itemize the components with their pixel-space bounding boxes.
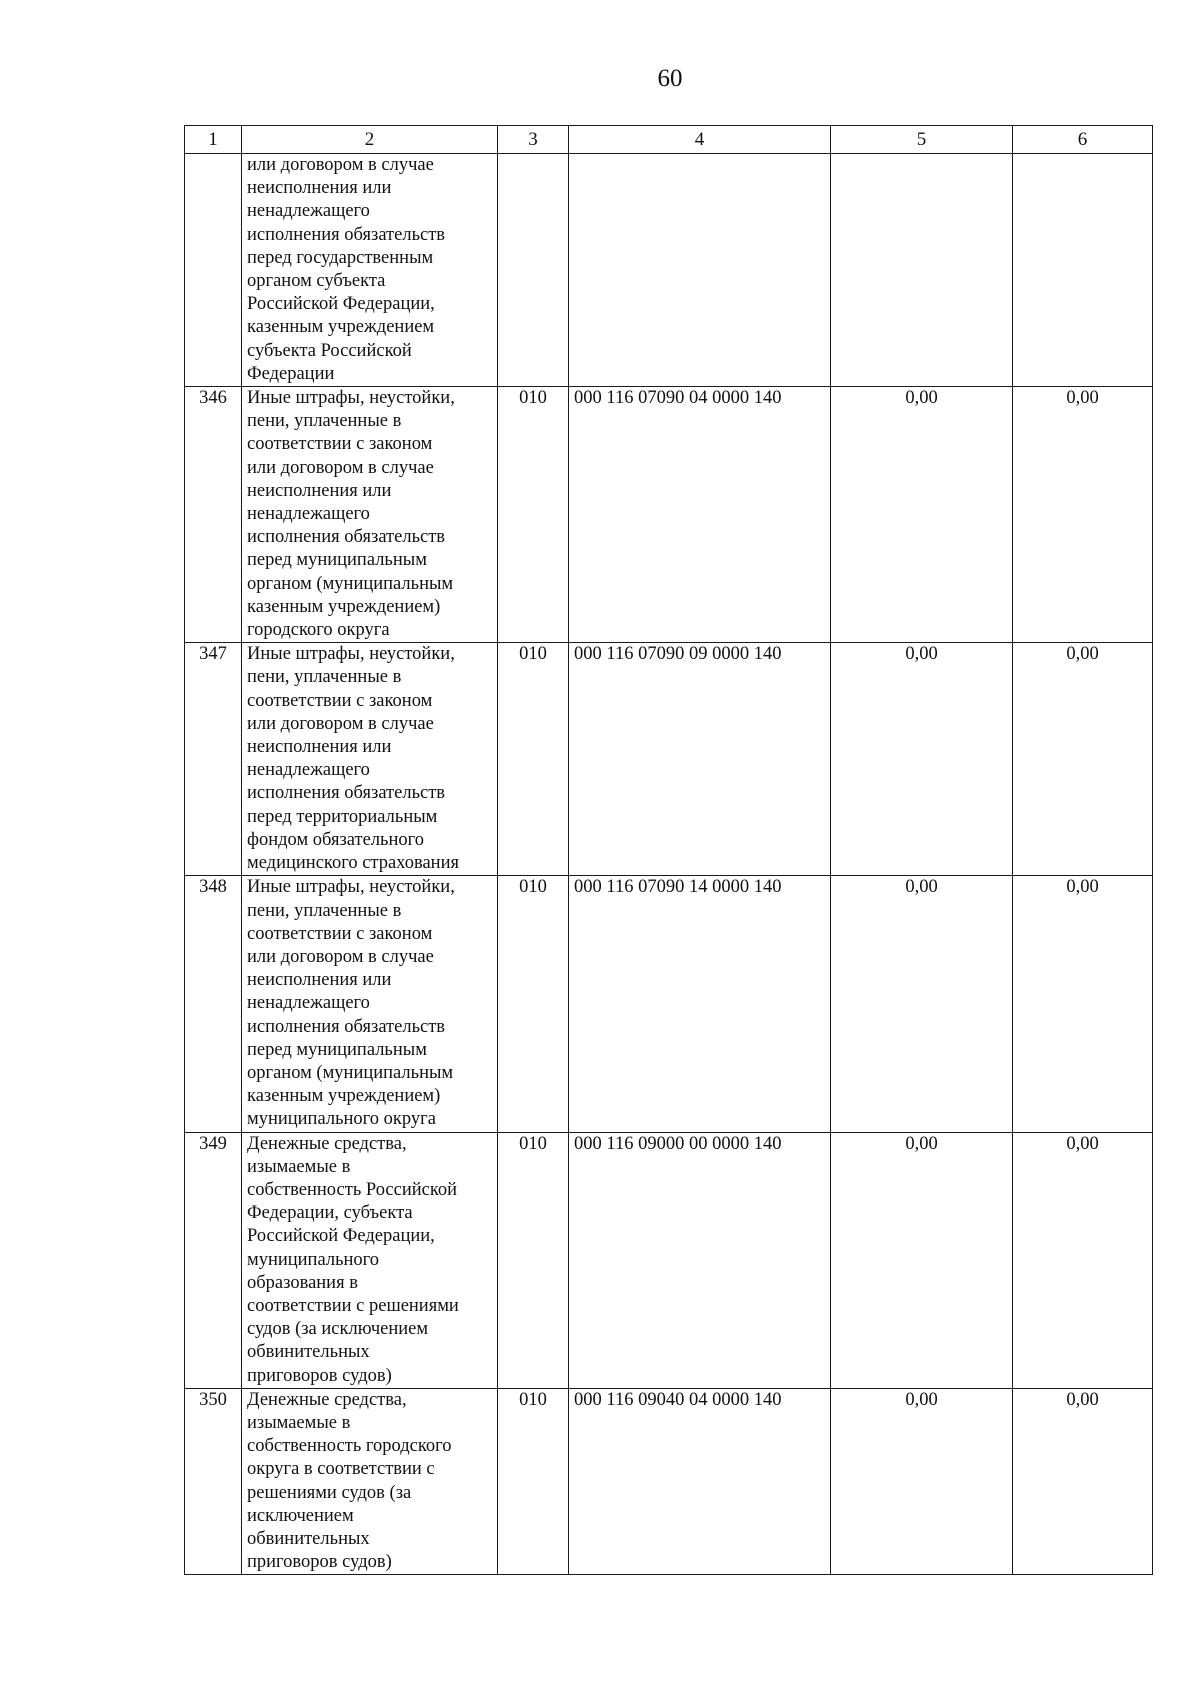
description-line: перед территориальным xyxy=(247,806,438,827)
row-code-cell: 010 xyxy=(498,643,569,876)
row-col6-cell: 0,00 xyxy=(1013,643,1153,876)
table-row xyxy=(185,643,1153,876)
row-col6-cell: 0,00 xyxy=(1013,1132,1153,1388)
description-line: городского округа xyxy=(247,620,390,641)
description-line: собственность городского xyxy=(247,1436,452,1457)
row-code-cell: 010 xyxy=(498,1388,569,1575)
description-line: соответствии с законом xyxy=(247,690,433,711)
description-line: фондом обязательного xyxy=(247,829,425,850)
description-line: Иные штрафы, неустойки, xyxy=(247,644,455,665)
description-line: Российской Федерации, xyxy=(247,294,435,315)
description-line: перед государственным xyxy=(247,247,434,268)
page-number: 60 xyxy=(657,65,683,92)
description-line: Российской Федерации, xyxy=(247,1226,435,1247)
description-line: пени, уплаченные в xyxy=(247,900,402,921)
row-col6-cell xyxy=(1013,154,1153,387)
description-line: приговоров судов) xyxy=(247,1552,392,1573)
description-line: муниципального xyxy=(247,1249,380,1270)
description-line: медицинского страхования xyxy=(247,853,459,874)
table-row xyxy=(185,1132,1153,1388)
description-line: исполнения обязательств xyxy=(247,224,446,245)
table-body xyxy=(185,154,1153,1575)
column-header-5: 5 xyxy=(831,126,1013,154)
description-line: соответствии с законом xyxy=(247,434,433,455)
description-line: Денежные средства, xyxy=(247,1133,407,1154)
description-line: органом субъекта xyxy=(247,271,386,292)
table-row xyxy=(185,876,1153,1132)
description-line: исполнения обязательств xyxy=(247,1016,446,1037)
description-line: Иные штрафы, неустойки, xyxy=(247,388,455,409)
description-line: Федерации, субъекта xyxy=(247,1203,413,1224)
description-line: ненадлежащего xyxy=(247,760,370,781)
description-line: неисполнения или xyxy=(247,480,392,501)
description-line: Федерации xyxy=(247,363,335,384)
row-col5-cell: 0,00 xyxy=(831,387,1013,643)
description-line: неисполнения или xyxy=(247,737,392,758)
row-kbk-cell: 000 116 07090 04 0000 140 xyxy=(569,387,831,643)
row-kbk-cell: 000 116 09040 04 0000 140 xyxy=(569,1388,831,1575)
description-line: пени, уплаченные в xyxy=(247,667,402,688)
row-description-cell xyxy=(242,1388,498,1575)
column-header-6: 6 xyxy=(1013,126,1153,154)
description-line: казенным учреждением xyxy=(247,317,435,338)
description-line: изымаемые в xyxy=(247,1412,351,1433)
description-line: обвинительных xyxy=(247,1342,370,1363)
description-line: решениями судов (за xyxy=(247,1482,412,1503)
description-line: пени, уплаченные в xyxy=(247,411,402,432)
row-col5-cell: 0,00 xyxy=(831,1132,1013,1388)
row-kbk-cell: 000 116 07090 14 0000 140 xyxy=(569,876,831,1132)
row-code-cell xyxy=(498,154,569,387)
description-line: изымаемые в xyxy=(247,1156,351,1177)
description-line: ненадлежащего xyxy=(247,201,370,222)
description-line: соответствии с законом xyxy=(247,923,433,944)
row-description-cell xyxy=(242,643,498,876)
description-line: перед муниципальным xyxy=(247,550,427,571)
description-line: Иные штрафы, неустойки, xyxy=(247,877,455,898)
column-header-4: 4 xyxy=(569,126,831,154)
row-col6-cell: 0,00 xyxy=(1013,387,1153,643)
description-line: или договором в случае xyxy=(247,713,434,734)
description-line: неисполнения или xyxy=(247,178,392,199)
description-line: или договором в случае xyxy=(247,457,434,478)
table-row xyxy=(185,387,1153,643)
row-description-cell xyxy=(242,154,498,387)
description-line: собственность Российской xyxy=(247,1179,458,1200)
description-line: Денежные средства, xyxy=(247,1389,407,1410)
description-line: органом (муниципальным xyxy=(247,573,454,594)
row-code-cell: 010 xyxy=(498,387,569,643)
row-kbk-cell: 000 116 07090 09 0000 140 xyxy=(569,643,831,876)
row-number-cell: 346 xyxy=(185,387,242,643)
description-line: обвинительных xyxy=(247,1528,370,1549)
row-kbk-cell xyxy=(569,154,831,387)
row-code-cell: 010 xyxy=(498,1132,569,1388)
description-line: муниципального округа xyxy=(247,1109,436,1130)
description-line: субъекта Российской xyxy=(247,340,412,361)
description-line: или договором в случае xyxy=(247,946,434,967)
description-line: исполнения обязательств xyxy=(247,527,446,548)
table-row xyxy=(185,154,1153,387)
row-number-cell: 347 xyxy=(185,643,242,876)
column-header-3: 3 xyxy=(498,126,569,154)
row-number-cell: 349 xyxy=(185,1132,242,1388)
description-line: ненадлежащего xyxy=(247,504,370,525)
description-line: судов (за исключением xyxy=(247,1319,429,1340)
row-col5-cell: 0,00 xyxy=(831,1388,1013,1575)
description-line: приговоров судов) xyxy=(247,1365,392,1386)
row-number-cell xyxy=(185,154,242,387)
column-header-2: 2 xyxy=(242,126,498,154)
description-line: исключением xyxy=(247,1505,354,1526)
column-header-1: 1 xyxy=(185,126,242,154)
description-line: перед муниципальным xyxy=(247,1039,427,1060)
row-kbk-cell: 000 116 09000 00 0000 140 xyxy=(569,1132,831,1388)
row-code-cell: 010 xyxy=(498,876,569,1132)
revenue-table xyxy=(184,125,1153,1575)
row-number-cell: 350 xyxy=(185,1388,242,1575)
row-col6-cell: 0,00 xyxy=(1013,1388,1153,1575)
row-description-cell xyxy=(242,1132,498,1388)
column-number-row xyxy=(185,126,1153,154)
description-line: казенным учреждением) xyxy=(247,596,441,617)
description-line: или договором в случае xyxy=(247,155,434,175)
table-row xyxy=(185,1388,1153,1575)
row-col6-cell: 0,00 xyxy=(1013,876,1153,1132)
description-line: образования в xyxy=(247,1272,358,1293)
row-col5-cell: 0,00 xyxy=(831,876,1013,1132)
description-line: казенным учреждением) xyxy=(247,1086,441,1107)
row-col5-cell: 0,00 xyxy=(831,643,1013,876)
description-line: неисполнения или xyxy=(247,970,392,991)
description-line: округа в соответствии с xyxy=(247,1459,435,1480)
description-line: соответствии с решениями xyxy=(247,1295,459,1316)
row-description-cell xyxy=(242,387,498,643)
description-line: исполнения обязательств xyxy=(247,783,446,804)
row-col5-cell xyxy=(831,154,1013,387)
row-number-cell: 348 xyxy=(185,876,242,1132)
row-description-cell xyxy=(242,876,498,1132)
description-line: ненадлежащего xyxy=(247,993,370,1014)
description-line: органом (муниципальным xyxy=(247,1062,454,1083)
